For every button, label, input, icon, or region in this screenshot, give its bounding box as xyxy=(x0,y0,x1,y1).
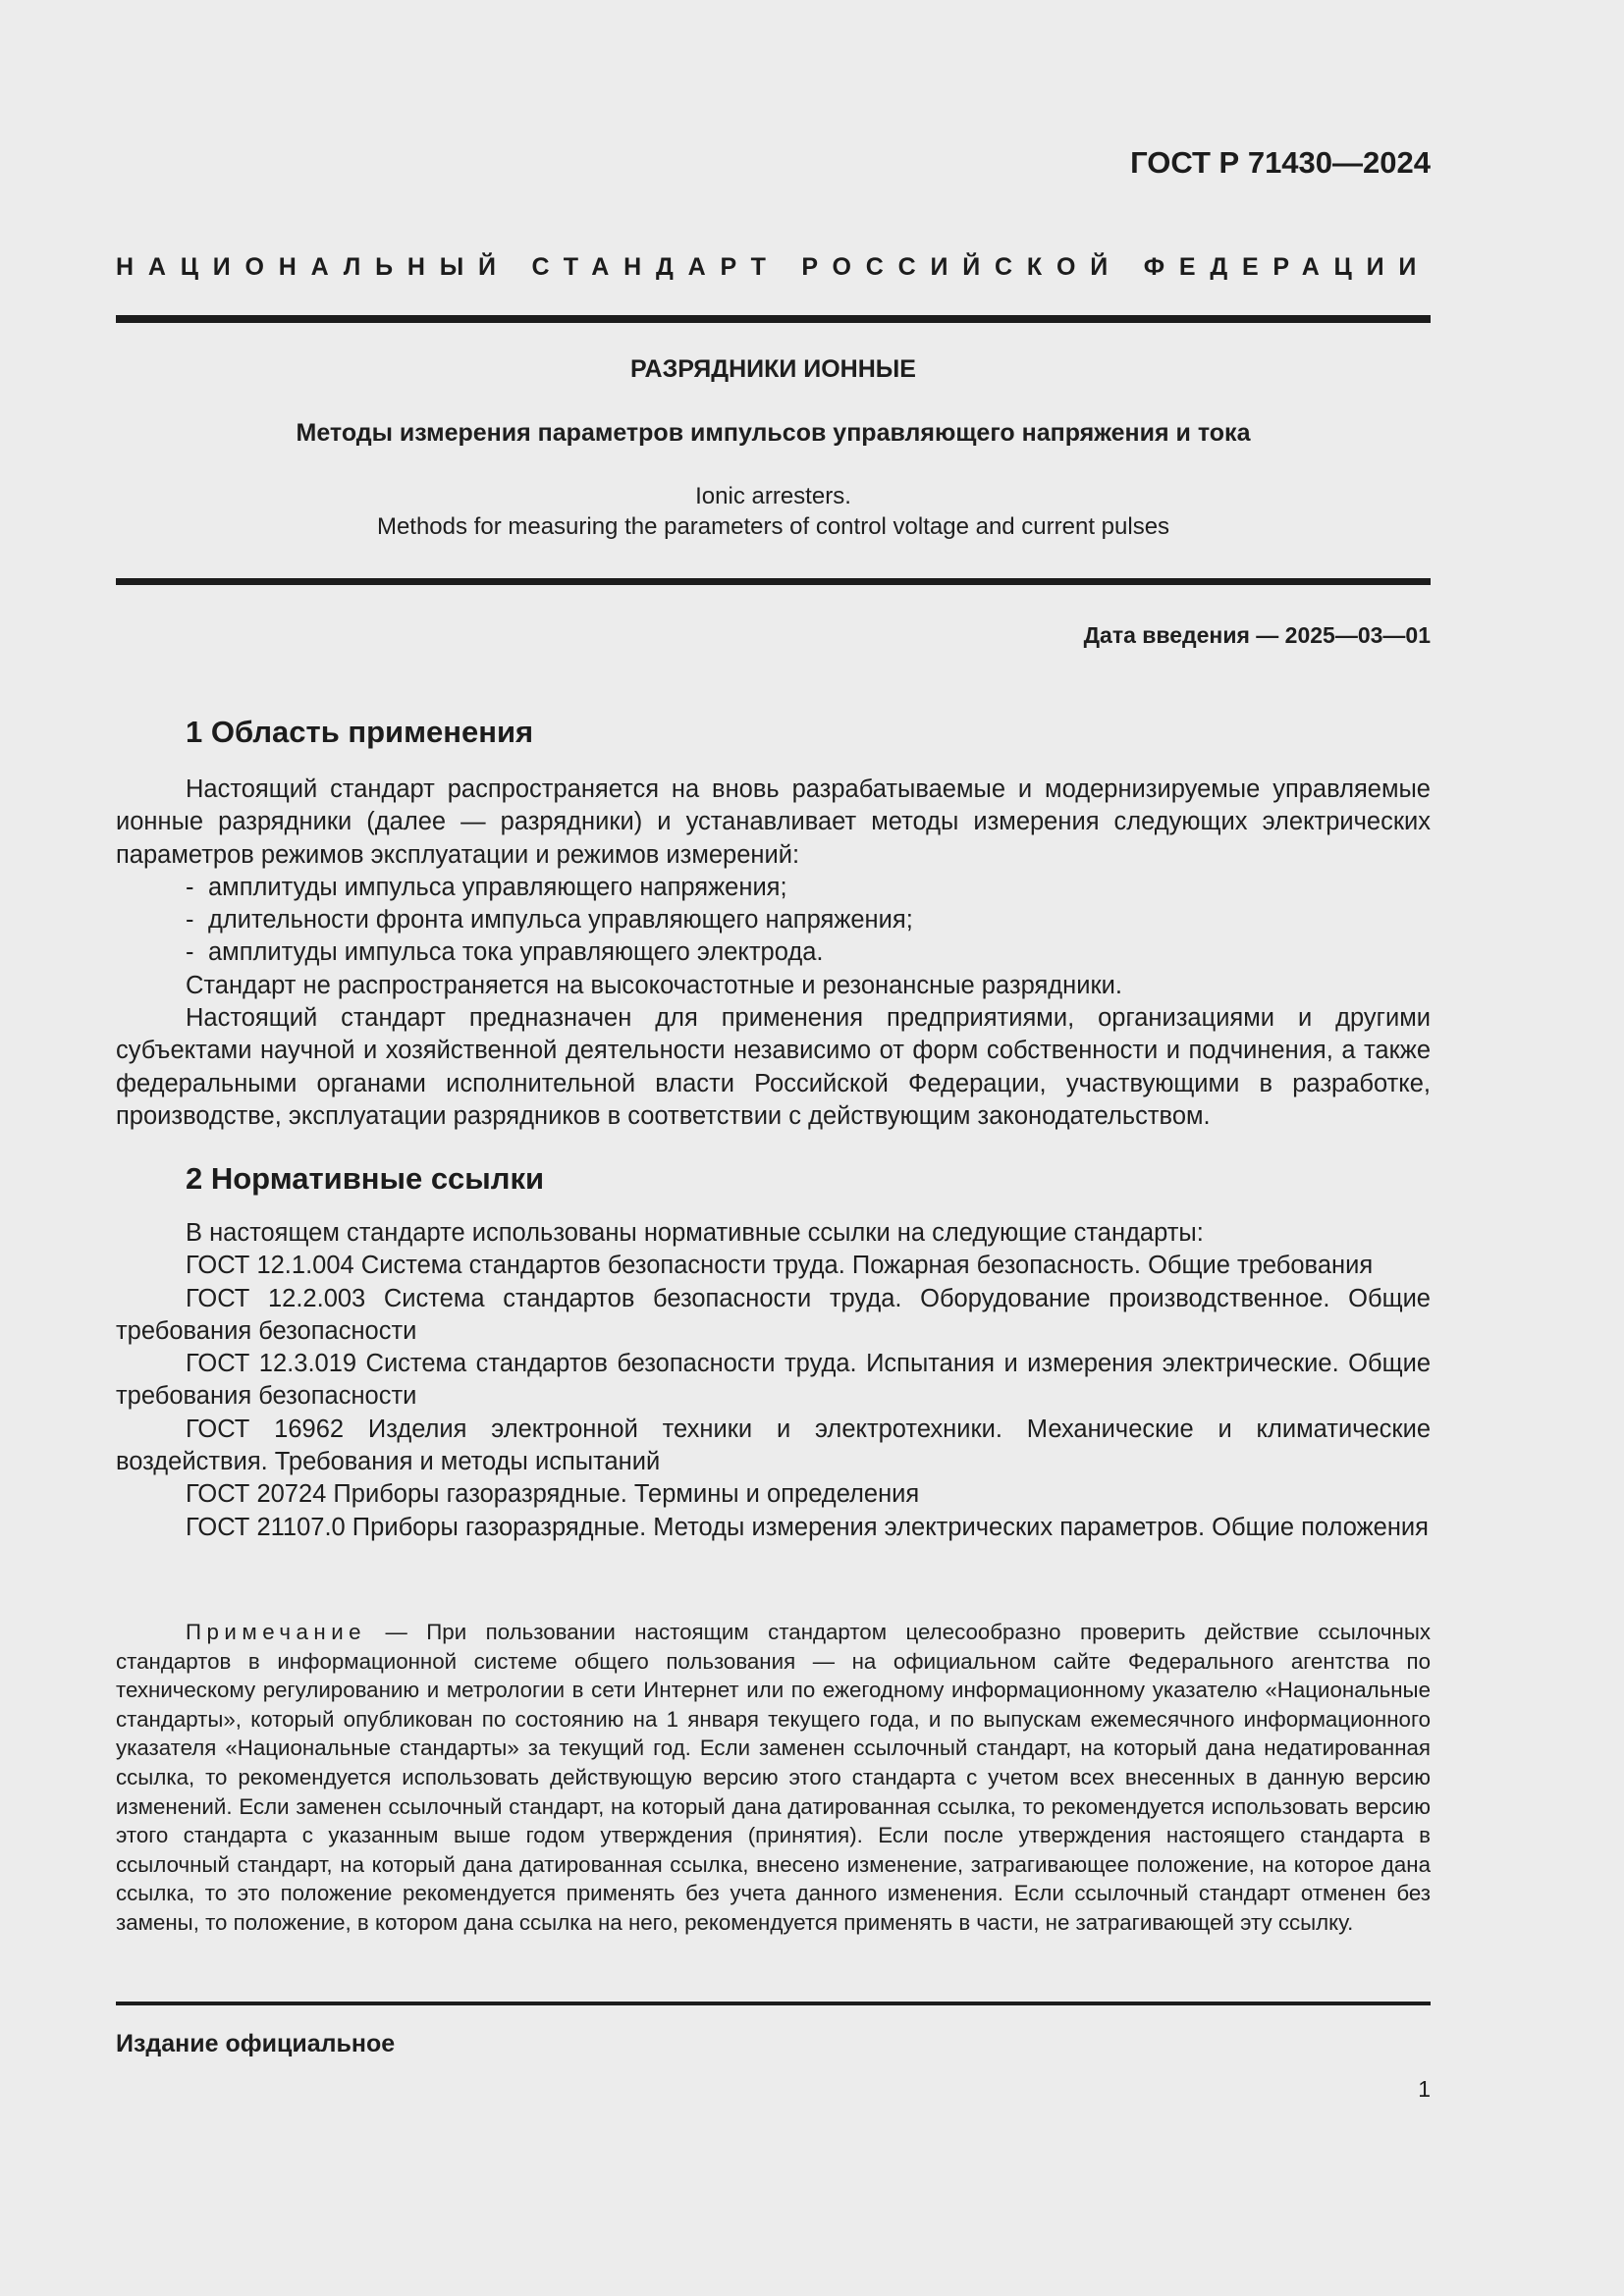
bullet-mark: - xyxy=(186,906,194,934)
list-item xyxy=(116,872,1431,904)
reference-item: ГОСТ 21107.0 Приборы газоразрядные. Методы измерения электрических параметров. Общие положения xyxy=(186,1513,1429,1541)
document-title: РАЗРЯДНИКИ ИОННЫЕ xyxy=(630,355,916,383)
section-2-heading: 2 Нормативные ссылки xyxy=(186,1161,545,1196)
official-edition-label: Издание официальное xyxy=(116,2030,396,2057)
footer-divider xyxy=(116,2002,1431,2005)
reference-item: ГОСТ 16962 Изделия электронной техники и электротехники. Механические и климатические воздействия. Требования и методы испытаний xyxy=(116,1415,1431,1476)
section-2-intro: В настоящем стандарте использованы нормативные ссылки на следующие стандарты: xyxy=(186,1219,1204,1247)
note-text: — При пользовании настоящим стандартом целесообразно проверить действие ссылочных стандартов в информационной системе общего пользования — на официальном сайте Федерального агентства по техническому регулированию и метрологии в сети Интернет или по ежегодному информационному указателю «Национальные стандарты», который опубликован по состоянию на 1 января текущего года, и по выпускам ежемесячного информационного указателя «Национальные стандарты» за текущий год. Если заменен ссылочный стандарт, на который дана недатированная ссылка, то рекомендуется использовать действующую версию этого стандарта с учетом всех внесенных в данную версию изменений. Если заменен ссылочный стандарт, на который дана датированная ссылка, то рекомендуется использовать версию этого стандарта с указанным выше годом утверждения (принятия). Если после утверждения настоящего стандарта в ссылочный стандарт, на который дана датированная ссылка, внесено изменение, затрагивающее положение, на которое дана ссылка, то это положение рекомендуется применять без учета данного изменения. Если ссылочный стандарт отменен без замены, то положение, в котором дана ссылка на него, рекомендуется применять в части, не затрагивающей эту ссылку. xyxy=(116,1620,1431,1935)
top-divider xyxy=(116,315,1431,323)
section-2-body xyxy=(116,1217,1431,1544)
section-1-body xyxy=(116,774,1431,1133)
note-paragraph xyxy=(116,1618,1431,1938)
page-number: 1 xyxy=(1418,2076,1431,2102)
list-item xyxy=(116,904,1431,936)
section-1-paragraph-2: Стандарт не распространяется на высокочастотные и резонансные разрядники. xyxy=(186,971,1122,999)
section-1-heading: 1 Область применения xyxy=(186,715,534,749)
introduction-date: Дата введения — 2025—03—01 xyxy=(1083,622,1431,648)
bullet-mark: - xyxy=(186,873,194,901)
english-title xyxy=(116,481,1431,542)
english-title-line-1: Ionic arresters. xyxy=(695,483,851,509)
title-divider xyxy=(116,578,1431,585)
list-item-text: длительности фронта импульса управляющего напряжения; xyxy=(208,906,913,934)
national-standard-banner: НАЦИОНАЛЬНЫЙ СТАНДАРТ РОССИЙСКОЙ ФЕДЕРАЦИИ xyxy=(116,253,1432,281)
bullet-mark: - xyxy=(186,938,194,967)
list-item-text: амплитуды импульса управляющего напряжения; xyxy=(208,873,787,901)
reference-item: ГОСТ 12.3.019 Система стандартов безопасности труда. Испытания и измерения электрические. Общие требования безопасности xyxy=(116,1350,1431,1411)
reference-item: ГОСТ 12.2.003 Система стандартов безопасности труда. Оборудование производственное. Общие требования безопасности xyxy=(116,1284,1431,1345)
list-item-text: амплитуды импульса тока управляющего электрода. xyxy=(208,938,824,967)
english-title-line-2: Methods for measuring the parameters of control voltage and current pulses xyxy=(376,513,1170,540)
section-1-paragraph-3: Настоящий стандарт предназначен для применения предприятиями, организациями и другими субъектами научной и хозяйственной деятельности независимо от форм собственности и подчинения, а также федеральными органами исполнительной власти Российской Федерации, участвующими в разработке, производстве, эксплуатации разрядников в соответствии с действующим законодательством. xyxy=(116,1004,1431,1130)
reference-item: ГОСТ 12.1.004 Система стандартов безопасности труда. Пожарная безопасность. Общие требования xyxy=(186,1252,1374,1280)
reference-item: ГОСТ 20724 Приборы газоразрядные. Термины и определения xyxy=(186,1480,920,1509)
list-item xyxy=(116,936,1431,969)
document-subtitle: Методы измерения параметров импульсов управляющего напряжения и тока xyxy=(296,419,1251,447)
section-1-paragraph-1: Настоящий стандарт распространяется на вновь разрабатываемые и модернизируемые управляемые ионные разрядники (далее — разрядники) и устанавливает методы измерения следующих электрических параметров режимов эксплуатации и режимов измерений: xyxy=(116,775,1431,869)
standard-designation: ГОСТ Р 71430—2024 xyxy=(1130,145,1431,180)
note-label: Примечание xyxy=(186,1620,367,1644)
